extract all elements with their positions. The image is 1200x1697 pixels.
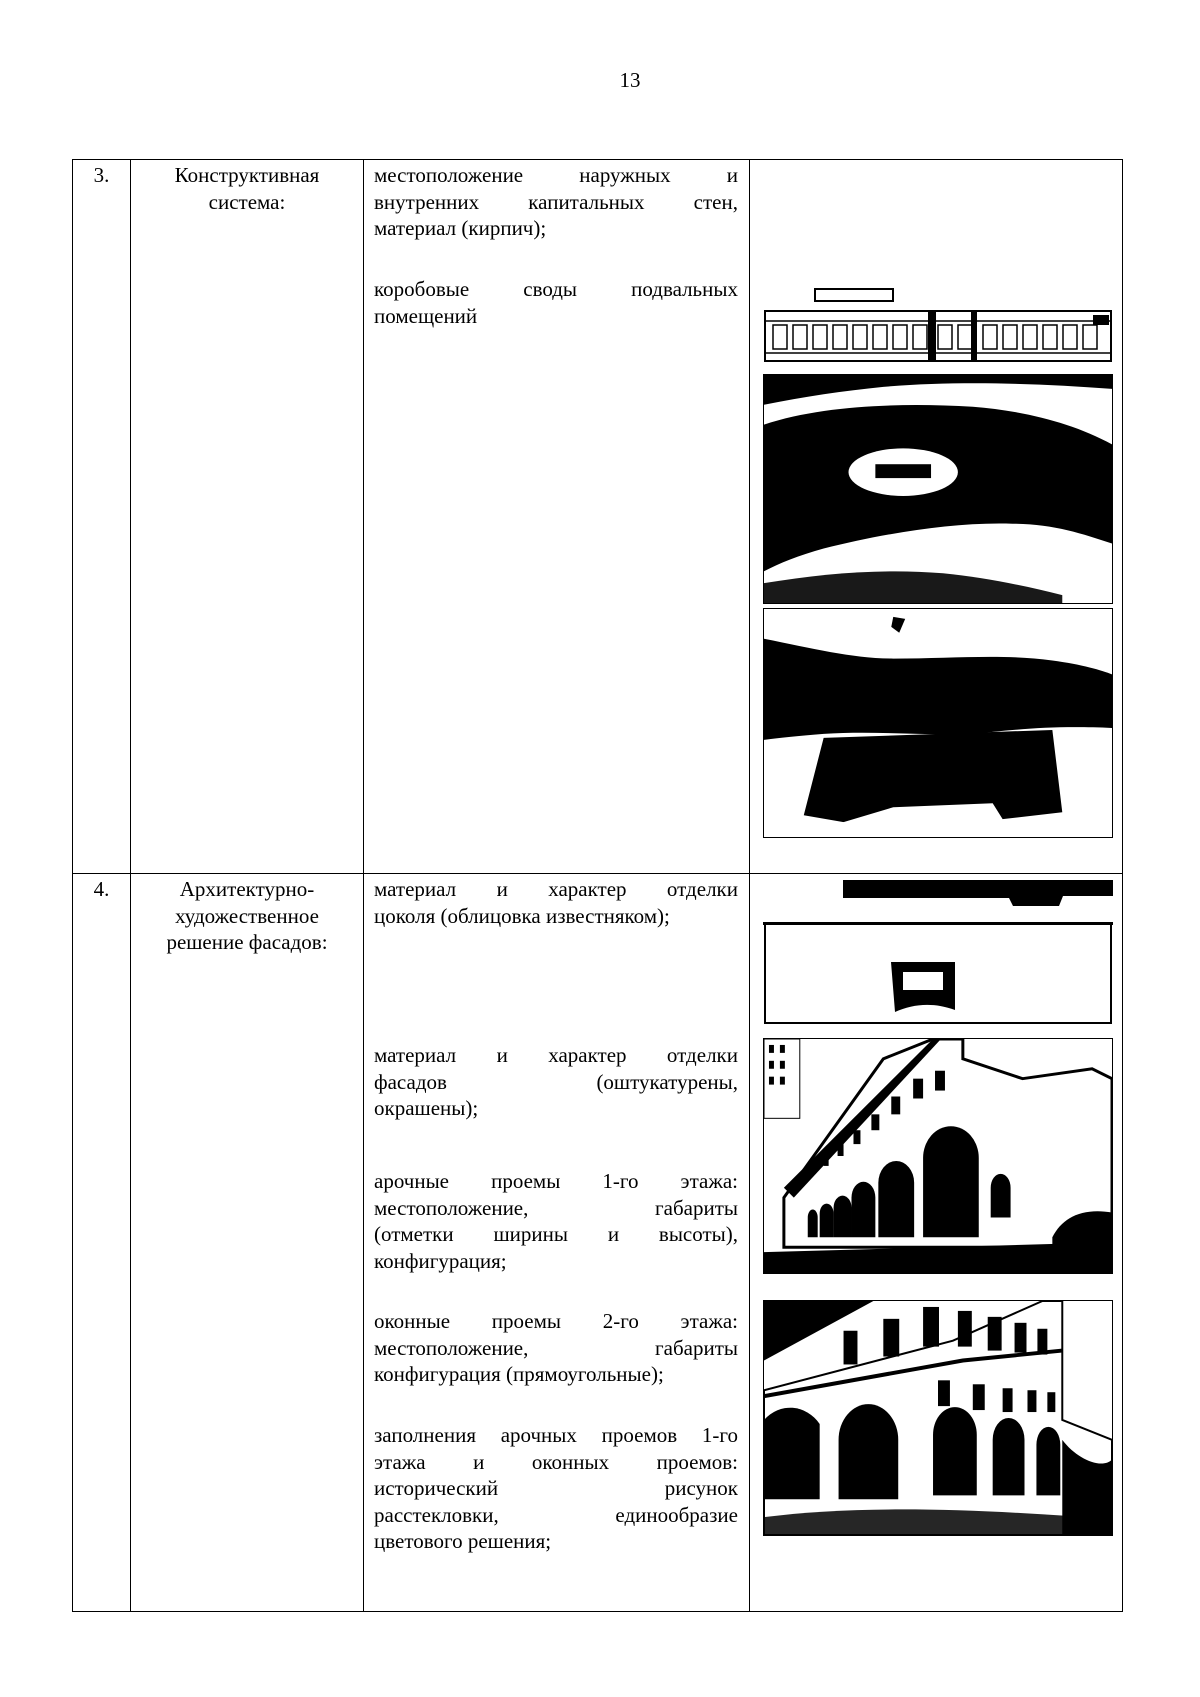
- description-item: [374, 162, 738, 242]
- page-number: 13: [619, 68, 641, 92]
- facade-windows-photo: [763, 1300, 1113, 1536]
- row-number: 4.: [93, 877, 110, 901]
- description-line: арочные проемы 1-го этажа:: [374, 1169, 738, 1193]
- description-line: цоколя (облицовка известняком);: [374, 903, 670, 928]
- description-line: местоположение, габариты: [374, 1335, 738, 1360]
- description-line: материал (кирпич);: [374, 216, 547, 240]
- row-number: 3.: [93, 163, 110, 187]
- description-item: [374, 1422, 738, 1555]
- description-line: коробовые своды подвальных: [374, 277, 738, 301]
- row-title-line: решение фасадов:: [166, 930, 328, 954]
- row-title-line: Архитектурно-: [179, 877, 315, 901]
- description-item: [374, 1308, 738, 1388]
- row-title: [133, 162, 361, 215]
- row-title-line: Конструктивная: [174, 163, 320, 187]
- column-divider: [749, 160, 750, 1611]
- row-title-line: художественное: [175, 903, 319, 928]
- row-divider: [73, 873, 1122, 874]
- description-line: окрашены);: [374, 1096, 479, 1120]
- description-item: [374, 276, 738, 329]
- description-line: (отметки ширины и высоты),: [374, 1222, 738, 1246]
- description-line: материал и характер отделки: [374, 877, 738, 901]
- description-line: этажа и оконных проемов:: [374, 1449, 738, 1474]
- description-line: заполнения арочных проемов 1-го: [374, 1423, 738, 1447]
- description-line: материал и характер отделки: [374, 1043, 738, 1067]
- column-divider: [130, 160, 131, 1611]
- floor-plan-image: [763, 287, 1113, 371]
- description-line: исторический рисунок: [374, 1476, 738, 1500]
- description-line: фасадов (оштукатурены,: [374, 1069, 738, 1094]
- description-line: цветового решения;: [374, 1529, 552, 1553]
- description-item: [374, 876, 738, 929]
- description-line: расстекловки, единообразие: [374, 1502, 738, 1527]
- description-item: [374, 1042, 738, 1122]
- description-item: [374, 1168, 738, 1274]
- row-title-line: система:: [208, 189, 286, 214]
- description-line: оконные проемы 2-го этажа:: [374, 1309, 738, 1333]
- facade-arcade-photo: [763, 1038, 1113, 1274]
- description-line: помещений: [374, 303, 478, 328]
- description-line: местоположение наружных и: [374, 163, 738, 187]
- column-divider: [363, 160, 364, 1611]
- description-line: конфигурация;: [374, 1248, 507, 1273]
- row-title: [133, 876, 361, 956]
- vault-photo-1: [763, 374, 1113, 604]
- document-table: [72, 159, 1123, 1612]
- description-line: внутренних капитальных стен,: [374, 189, 738, 214]
- vault-photo-2: [763, 608, 1113, 838]
- description-line: конфигурация (прямоугольные);: [374, 1362, 664, 1386]
- description-line: местоположение, габариты: [374, 1195, 738, 1220]
- plinth-photo: [763, 880, 1113, 1025]
